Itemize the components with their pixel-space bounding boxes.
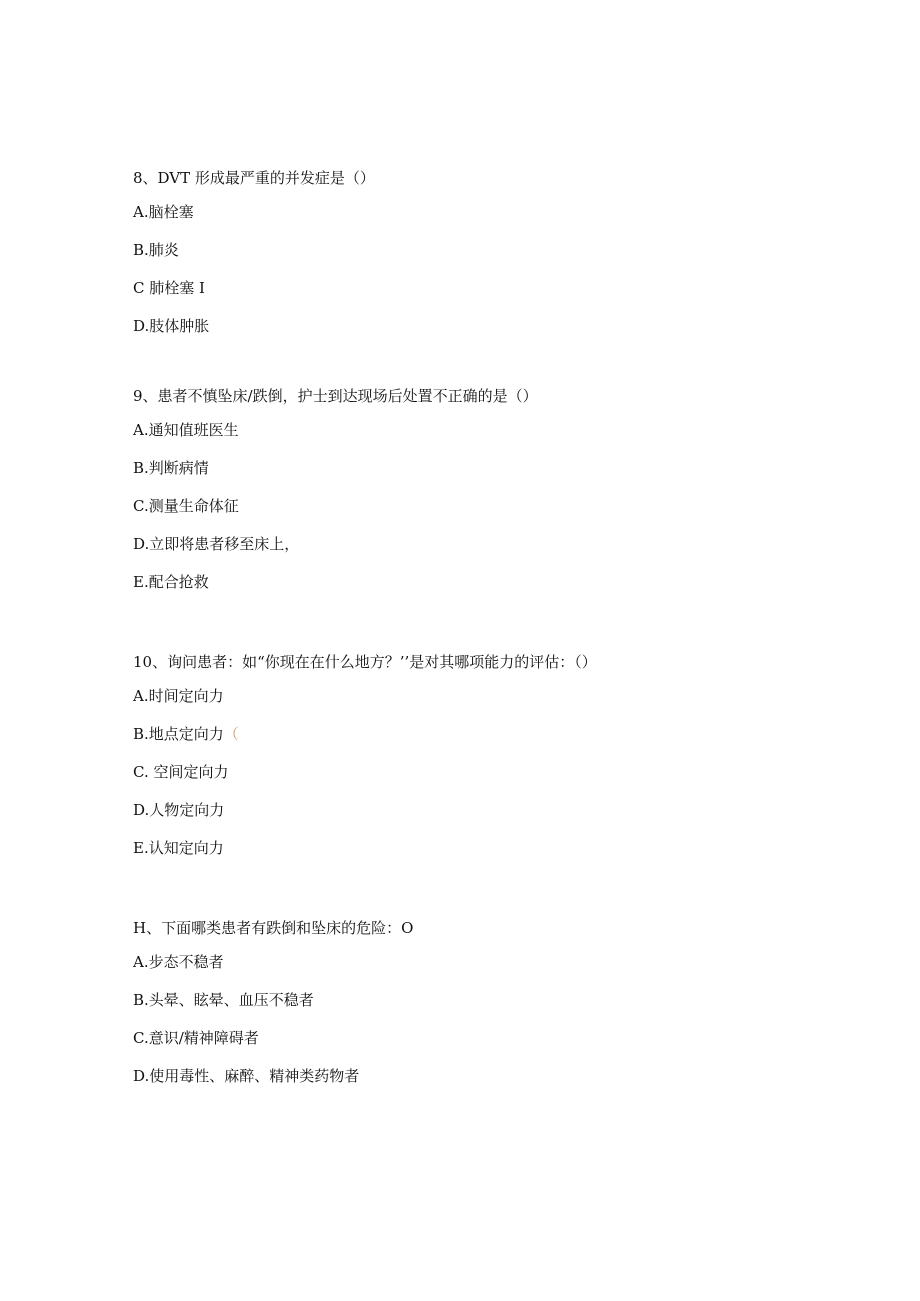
option-d: D.立即将患者移至床上， (133, 535, 300, 553)
option-d: D.人物定向力 (133, 801, 225, 819)
option-b: B.头晕、眩晕、血压不稳者 (133, 991, 314, 1009)
option-a: A.通知值班医生 (133, 421, 239, 439)
option-d: D.使用毒性、麻醉、精神类药物者 (133, 1067, 360, 1085)
question-11 (133, 918, 853, 1086)
option-c: C.意识/精神障碍者 (133, 1029, 259, 1047)
option-c: C 肺栓塞 I (133, 279, 205, 297)
option-b: B.肺炎 (133, 241, 179, 259)
option-e: E.认知定向力 (133, 839, 224, 857)
question-title: 8、DVT 形成最严重的并发症是（） (133, 169, 375, 187)
option-b-mark: （ (223, 725, 239, 743)
option-a: A.脑栓塞 (133, 203, 194, 221)
question-title: H、下面哪类患者有跌倒和坠床的危险：O (133, 919, 414, 937)
option-b-text: B.地点定向力 (133, 725, 224, 743)
question-title: 9、患者不慎坠床/跌倒，护士到达现场后处置不正确的是（） (133, 387, 538, 405)
option-c: C.测量生命体征 (133, 497, 239, 515)
option-b: B.判断病情 (133, 459, 209, 477)
option-b (133, 724, 853, 744)
question-8 (133, 168, 853, 336)
option-c: C. 空间定向力 (133, 763, 229, 781)
question-9 (133, 386, 853, 592)
option-a: A.步态不稳者 (133, 953, 224, 971)
question-10 (133, 652, 853, 858)
option-a: A.时间定向力 (133, 687, 224, 705)
option-d: D.肢体肿胀 (133, 317, 210, 335)
question-title: 10、询问患者：如“你现在在什么地方？’’是对其哪项能力的评估：（） (133, 653, 597, 671)
option-e: E.配合抢救 (133, 573, 209, 591)
